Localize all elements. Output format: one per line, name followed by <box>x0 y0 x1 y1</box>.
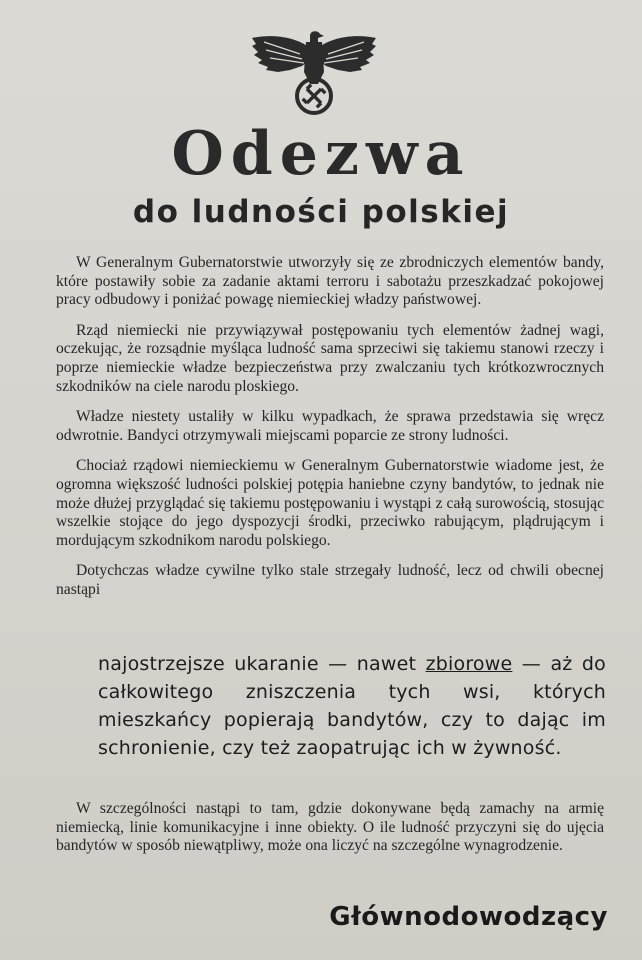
closing-section <box>56 800 604 856</box>
poster-title: Odezwa <box>171 119 471 189</box>
body-paragraph: Dotychczas władze cywilne tylko stale strzegały ludność, lecz od chwili obecnej nastąpi <box>56 562 604 598</box>
signature: Głównodowodzący <box>329 902 608 932</box>
emphasized-warning <box>98 650 606 762</box>
eagle-swastika-emblem-icon <box>250 28 378 120</box>
emphasis-underlined-word: zbiorowe <box>425 653 513 675</box>
closing-paragraph: W szczególności nastąpi to tam, gdzie dokonywane będą zamachy na armię niemiecką, linie komunikacyjne i inne obiekty. O ile ludność przyczyni się do ujęcia bandytów w sposób niewątpliwy, może ona liczyć na szczególne wynagrodzenie. <box>56 800 604 855</box>
body-paragraph: Rząd niemiecki nie przywiązywał postępowaniu tych elementów żadnej wagi, oczekując, że rozsądnie myśląca ludność sama sprzeciwi się takiemu stanowi rzeczy i poprze niemieckie władze bezpieczeństwa przy zwalczaniu tych krótkozwrocznych szkodników na ciele narodu ploskiego. <box>56 321 604 395</box>
poster-body <box>56 254 604 600</box>
emphasis-text: — aż do całkowitego zniszczenia tych wsi, których mieszkańcy popierają bandytów, czy to dając im schronienie, czy też zaopatrując ich w żywność. <box>98 653 606 759</box>
emphasis-text: najostrzejsze ukaranie — nawet <box>98 653 426 675</box>
body-paragraph: W Generalnym Gubernatorstwie utworzyły się ze zbrodniczych elementów bandy, które postawiły sobie za zadanie aktami terroru i sabotażu przeszkadzać pokojowej pracy odbudowy i poniżać powagę niemieckiej władzy państwowej. <box>56 254 604 309</box>
body-paragraph: Chociaż rządowi niemieckiemu w Generalnym Gubernatorstwie wiadome jest, że ogromna większość ludności polskiej potępia haniebne czyny bandytów, to jednak nie może dłużej przyglądać się takiemu postępowaniu i wystąpi z całą surowością, stosując wszelkie stojące do jego dyspozycji środki, przeciwko rabującym, plądrującym i mordującym szkodnikom narodu polskiego. <box>56 457 604 549</box>
body-paragraph: Władze niestety ustaliły w kilku wypadkach, że sprawa przedstawia się wręcz odwrotnie. Bandyci otrzymywali miejscami poparcie ze strony ludności. <box>56 408 604 444</box>
poster-subtitle: do ludności polskiej <box>132 194 510 230</box>
